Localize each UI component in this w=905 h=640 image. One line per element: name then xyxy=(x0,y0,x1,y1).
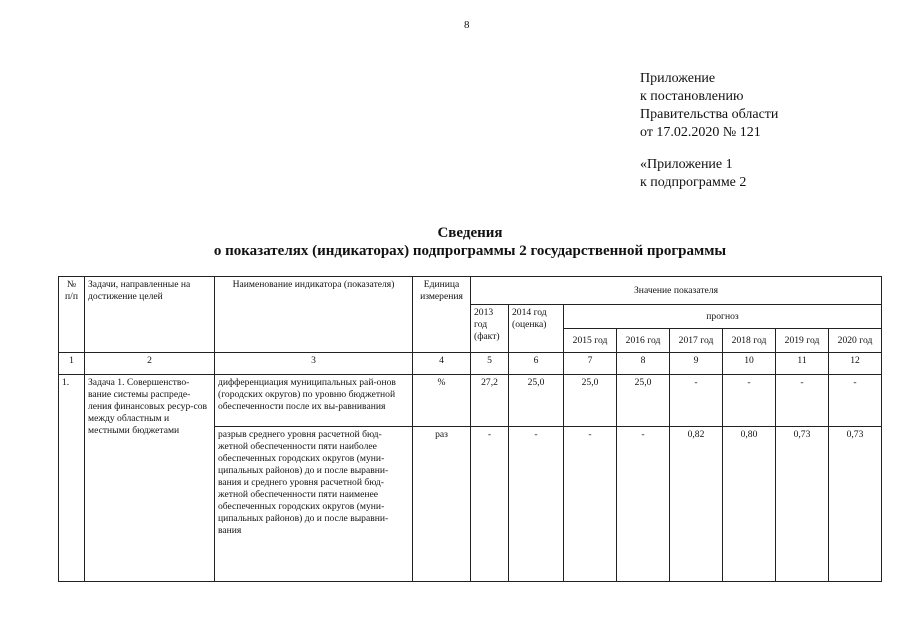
column-number: 8 xyxy=(617,353,670,375)
indicator-value: 0,80 xyxy=(723,427,776,582)
column-number: 6 xyxy=(509,353,564,375)
header-tasks: Задачи, направленные на достижение целей xyxy=(85,277,215,353)
indicator-name: дифференциация муниципальных рай-онов (городских округов) по уровню бюджетной обеспеченности после их вы-равнивания xyxy=(215,375,413,427)
header-year: 2019 год xyxy=(776,329,829,353)
header-year: 2020 год xyxy=(829,329,882,353)
column-number: 9 xyxy=(670,353,723,375)
column-number: 4 xyxy=(413,353,471,375)
indicator-value: 0,73 xyxy=(776,427,829,582)
appendix-line: Правительства области xyxy=(640,107,779,122)
appendix-line: Приложение xyxy=(640,71,716,86)
indicator-unit: % xyxy=(413,375,471,427)
header-2014: 2014 год (оценка) xyxy=(509,305,564,353)
header-year: 2017 год xyxy=(670,329,723,353)
column-number: 11 xyxy=(776,353,829,375)
appendix-line: к подпрограмме 2 xyxy=(640,175,747,190)
column-number: 1 xyxy=(59,353,85,375)
header-year: 2015 год xyxy=(564,329,617,353)
page-number: 8 xyxy=(464,19,470,31)
column-number: 3 xyxy=(215,353,413,375)
header-forecast: прогноз xyxy=(564,305,882,329)
indicator-value: - xyxy=(670,375,723,427)
task-description: Задача 1. Совершенство-вание системы распреде-ления финансовых ресур-сов между областным и местными бюджетами xyxy=(85,375,215,582)
indicator-value: 0,82 xyxy=(670,427,723,582)
indicator-unit: раз xyxy=(413,427,471,582)
indicators-table xyxy=(58,276,882,582)
column-number: 5 xyxy=(471,353,509,375)
document-title: Сведения xyxy=(437,225,503,241)
header-indicator: Наименование индикатора (показателя) xyxy=(215,277,413,353)
column-number-row xyxy=(59,353,882,375)
header-2013: 2013 год (факт) xyxy=(471,305,509,353)
column-number: 10 xyxy=(723,353,776,375)
header-values: Значение показателя xyxy=(471,277,882,305)
column-number: 7 xyxy=(564,353,617,375)
indicator-name: разрыв среднего уровня расчетной бюд-жетной обеспеченности пяти наиболее обеспеченных городских округов (муни-ципальных районов) до и после выравни-вания и среднего уровня расчетной бюд-жетной обеспеченности пяти наименее обеспеченных городских округов (муни-ципальных районов) до и после выравни-вания xyxy=(215,427,413,582)
indicator-value: - xyxy=(471,427,509,582)
column-number: 2 xyxy=(85,353,215,375)
indicator-value: - xyxy=(617,427,670,582)
appendix-block xyxy=(640,70,778,192)
appendix-line: к постановлению xyxy=(640,89,744,104)
indicator-value: - xyxy=(829,375,882,427)
header-num: № п/п xyxy=(59,277,85,353)
indicator-value: 0,73 xyxy=(829,427,882,582)
indicator-value: 25,0 xyxy=(564,375,617,427)
indicator-value: 25,0 xyxy=(617,375,670,427)
document-subtitle: о показателях (индикаторах) подпрограммы 2 государственной программы xyxy=(213,243,727,259)
header-year: 2016 год xyxy=(617,329,670,353)
header-year: 2018 год xyxy=(723,329,776,353)
indicator-value: - xyxy=(776,375,829,427)
indicator-value: - xyxy=(564,427,617,582)
appendix-line: «Приложение 1 xyxy=(640,157,733,172)
header-unit: Единица измерения xyxy=(413,277,471,353)
indicator-value: - xyxy=(723,375,776,427)
task-number: 1. xyxy=(59,375,85,582)
table-row xyxy=(59,375,882,427)
indicator-value: 25,0 xyxy=(509,375,564,427)
appendix-line: от 17.02.2020 № 121 xyxy=(640,125,761,140)
indicator-value: - xyxy=(509,427,564,582)
indicator-value: 27,2 xyxy=(471,375,509,427)
column-number: 12 xyxy=(829,353,882,375)
